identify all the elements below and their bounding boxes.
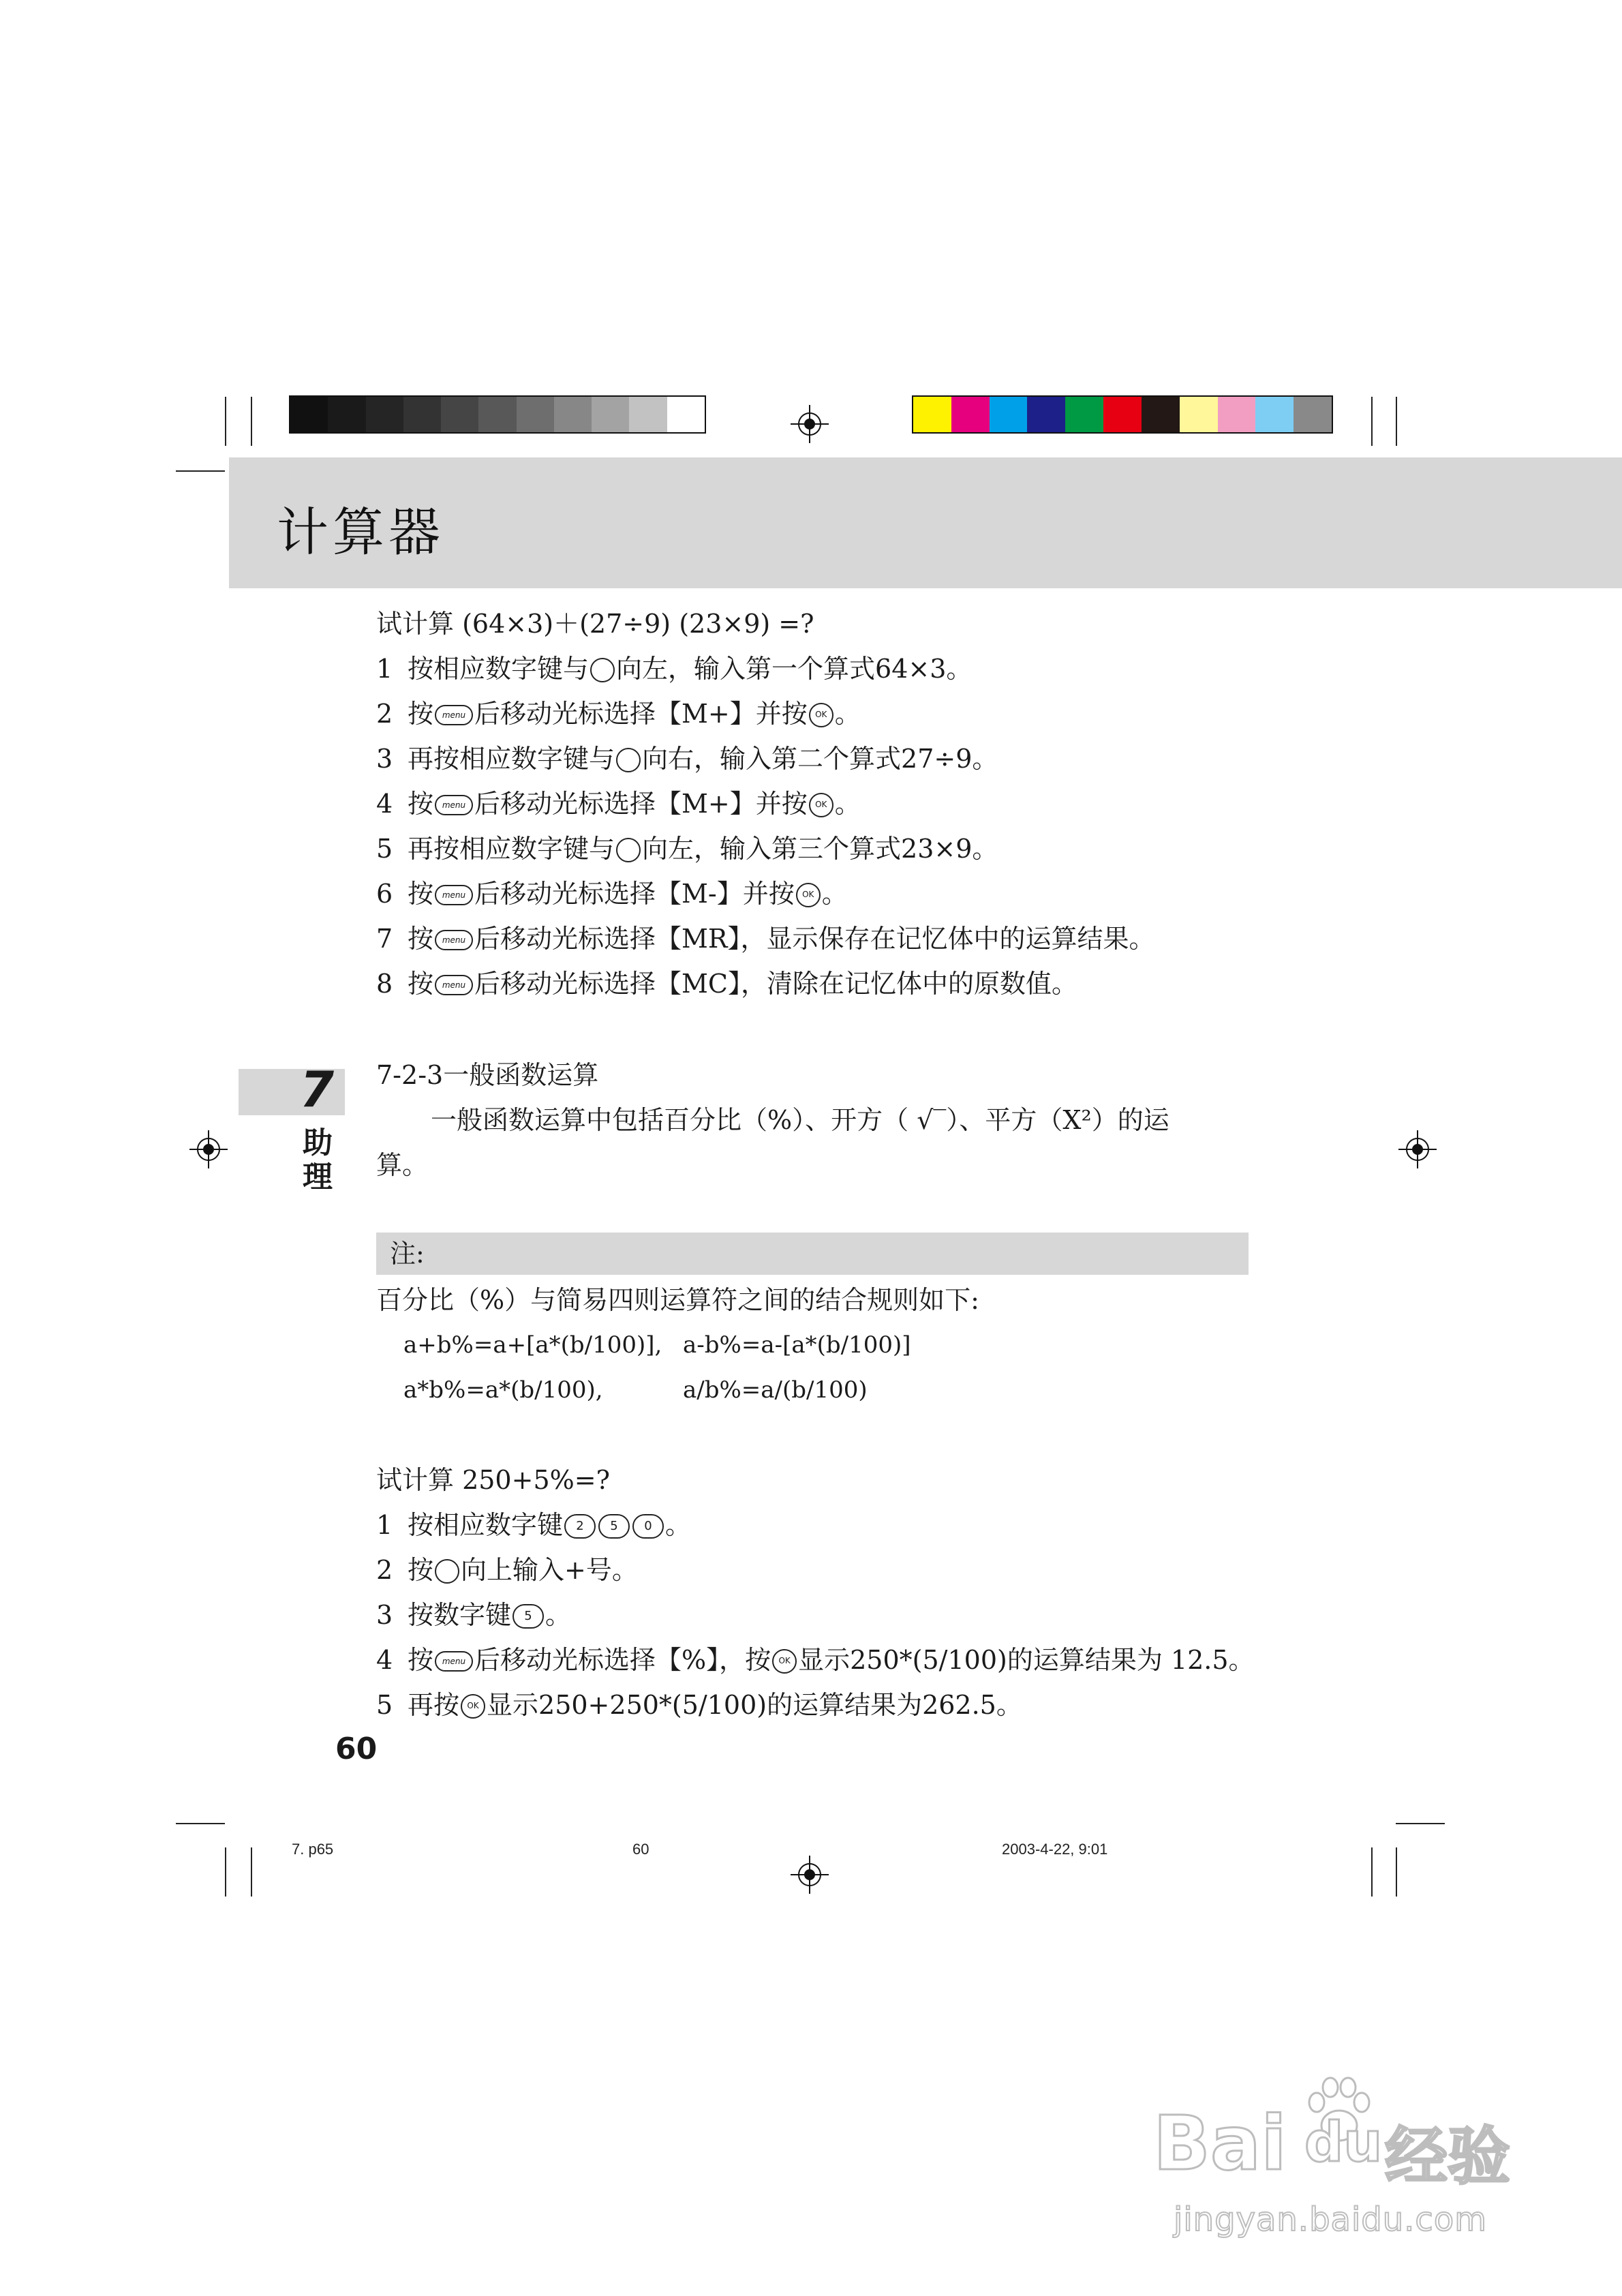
crop-mark (176, 470, 225, 472)
registration-mark (1398, 1130, 1437, 1168)
color-swatch (1218, 397, 1256, 432)
nav-key-icon (435, 1559, 459, 1584)
paragraph: 一般函数运算中包括百分比（%）、开方（ √‾）、平方（X²）的运 (431, 1105, 1169, 1135)
baidu-watermark (1153, 2072, 1535, 2250)
step-1: 1 按相应数字键 2 5 0 。 (376, 1510, 692, 1540)
crop-mark (1371, 1847, 1373, 1897)
note-bar (376, 1233, 1249, 1275)
step-5: 5 再按 OK 显示250+250*(5/100)的运算结果为262.5。 (376, 1690, 1022, 1720)
rule: a+b%=a+[a*(b/100)], (403, 1331, 662, 1359)
rule: a*b%=a*(b/100), (403, 1376, 603, 1404)
gray-swatch (629, 397, 667, 432)
step-5: 5 再按相应数字键与 向左，输入第三个算式23×9。 (376, 834, 998, 864)
color-swatch (1255, 397, 1294, 432)
section-heading: 7-2-3一般函数运算 (376, 1060, 599, 1090)
step-3: 3 按数字键 5 。 (376, 1600, 572, 1630)
chapter-label-1: 助 (303, 1126, 333, 1160)
gray-scale-bar (289, 395, 706, 434)
digit-2-key-icon: 2 (564, 1514, 596, 1539)
gray-swatch (290, 397, 328, 432)
crop-mark (1396, 1847, 1397, 1897)
footer-page: 60 (632, 1841, 649, 1858)
menu-key-icon: menu (435, 975, 473, 995)
gray-swatch (366, 397, 403, 432)
registration-mark (189, 1130, 228, 1168)
example-intro: 试计算 250+5%=? (376, 1465, 610, 1495)
crop-mark (1396, 1823, 1445, 1824)
gray-swatch (517, 397, 554, 432)
step-3: 3 再按相应数字键与 向右，输入第二个算式27÷9。 (376, 744, 998, 774)
nav-key-icon (616, 838, 641, 862)
step-4: 4 按 menu 后移动光标选择【%】，按 OK 显示250*(5/100)的运算结果为 12.5。 (376, 1645, 1255, 1675)
gray-swatch (554, 397, 592, 432)
rule: a-b%=a-[a*(b/100)] (683, 1331, 911, 1359)
digit-0-key-icon: 0 (632, 1514, 664, 1539)
step-7: 7 按 menu 后移动光标选择【MR】，显示保存在记忆体中的运算结果。 (376, 924, 1155, 954)
color-swatch (1294, 397, 1332, 432)
color-swatch (951, 397, 990, 432)
step-2: 2 按 向上输入+号。 (376, 1555, 638, 1585)
gray-swatch (441, 397, 478, 432)
chapter-label-2: 理 (303, 1160, 333, 1194)
color-swatch (1142, 397, 1180, 432)
watermark-du: du (1304, 2111, 1383, 2174)
menu-key-icon: menu (435, 705, 473, 725)
color-swatch (1065, 397, 1103, 432)
crop-mark (176, 1823, 225, 1824)
step-8: 8 按 menu 后移动光标选择【MC】，清除在记忆体中的原数值。 (376, 969, 1078, 999)
ok-key-icon: OK (809, 703, 833, 727)
registration-mark (791, 1856, 829, 1894)
crop-mark (1396, 397, 1397, 446)
menu-key-icon: menu (435, 795, 473, 815)
note-text: 百分比（%）与简易四则运算符之间的结合规则如下: (376, 1285, 979, 1315)
note-label: 注: (390, 1239, 425, 1269)
step-2: 2 按 menu 后移动光标选择【M+】并按 OK 。 (376, 699, 861, 729)
ok-key-icon: OK (772, 1649, 797, 1674)
digit-5-key-icon: 5 (512, 1604, 544, 1629)
gray-swatch (592, 397, 629, 432)
paragraph-cont: 算。 (376, 1150, 429, 1180)
nav-key-icon (590, 658, 615, 682)
color-swatch (990, 397, 1028, 432)
registration-mark (791, 405, 829, 443)
watermark-brand: Bai (1153, 2100, 1287, 2187)
rule: a/b%=a/(b/100) (683, 1376, 868, 1404)
watermark-url: jingyan.baidu.com (1174, 2201, 1487, 2239)
gray-swatch (478, 397, 516, 432)
color-swatch (913, 397, 951, 432)
example-intro: 试计算 (64×3)＋(27÷9) (23×9) =? (376, 609, 814, 639)
page-title: 计算器 (277, 502, 444, 562)
step-6: 6 按 menu 后移动光标选择【M-】并按 OK 。 (376, 879, 848, 909)
color-swatch (1027, 397, 1065, 432)
ok-key-icon: OK (796, 883, 821, 907)
gray-swatch (667, 397, 705, 432)
menu-key-icon: menu (435, 885, 473, 905)
color-bar (912, 395, 1333, 434)
crop-mark (225, 1847, 226, 1897)
crop-mark (251, 1847, 252, 1897)
chapter-number: 7 (300, 1061, 335, 1118)
menu-key-icon: menu (435, 930, 473, 950)
ok-key-icon: OK (809, 793, 833, 817)
menu-key-icon: menu (435, 1651, 473, 1672)
crop-mark (225, 397, 226, 446)
watermark-cn: 经验 (1385, 2120, 1511, 2193)
footer-date: 2003-4-22, 9:01 (1002, 1841, 1108, 1858)
step-4: 4 按 menu 后移动光标选择【M+】并按 OK 。 (376, 789, 861, 819)
gray-swatch (403, 397, 441, 432)
footer-file: 7. p65 (292, 1841, 334, 1858)
color-swatch (1180, 397, 1218, 432)
page-number: 60 (335, 1732, 378, 1766)
gray-swatch (328, 397, 365, 432)
digit-5-key-icon: 5 (598, 1514, 630, 1539)
step-1: 1 按相应数字键与 向左，输入第一个算式64×3。 (376, 654, 973, 684)
color-swatch (1103, 397, 1142, 432)
nav-key-icon (616, 748, 641, 772)
crop-mark (1371, 397, 1373, 446)
crop-mark (251, 397, 252, 446)
ok-key-icon: OK (461, 1694, 485, 1719)
